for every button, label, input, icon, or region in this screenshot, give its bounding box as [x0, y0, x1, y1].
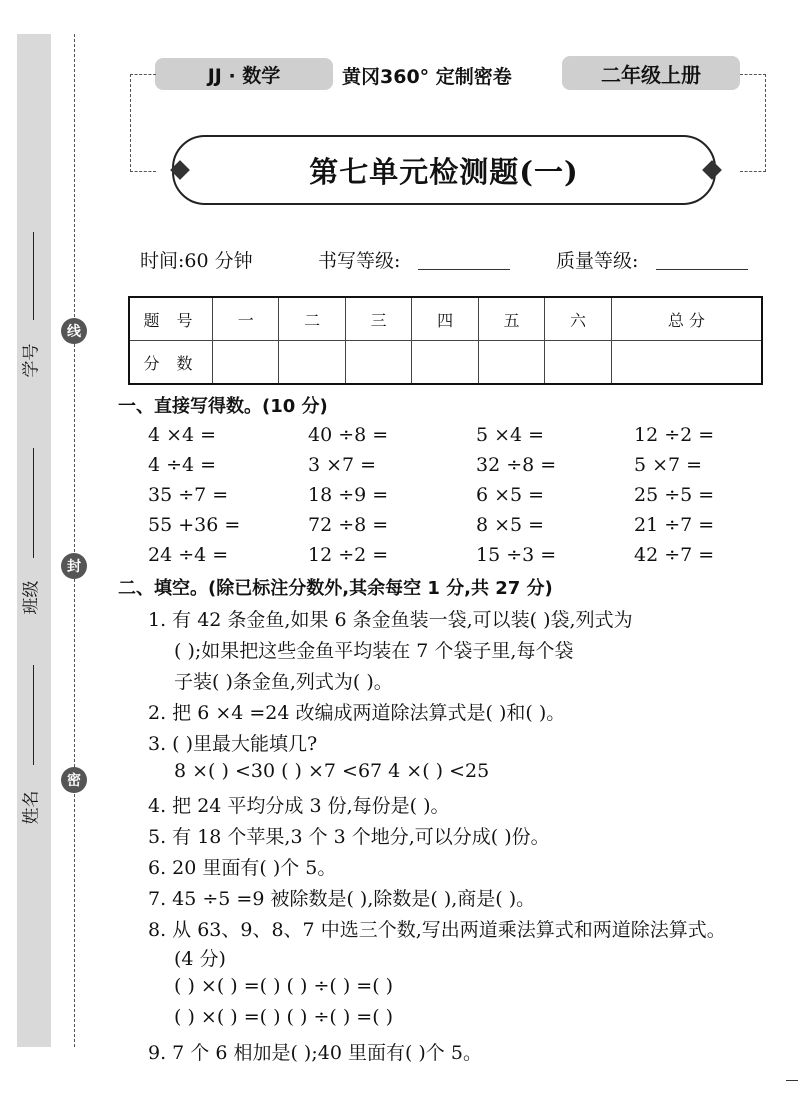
question-8: 8. 从 63、9、8、7 中选三个数,写出两道乘法算式和两道除法算式。 — [148, 919, 726, 941]
score-header: 五 — [478, 297, 544, 341]
cut-line — [74, 34, 75, 1047]
score-cell[interactable] — [345, 341, 411, 385]
section-2-heading: 二、填空。(除已标注分数外,其余每空 1 分,共 27 分) — [118, 578, 553, 599]
score-cell[interactable] — [213, 341, 279, 385]
seal-secret-mark: 密 — [61, 767, 87, 793]
question-9: 9. 7 个 6 相加是( );40 里面有( )个 5。 — [148, 1042, 482, 1064]
question-4: 4. 把 24 平均分成 3 份,每份是( )。 — [148, 795, 450, 817]
score-header: 三 — [345, 297, 411, 341]
question-2: 2. 把 6 ×4 =24 改编成两道除法算式是( )和( )。 — [148, 702, 566, 724]
grade-pill: 二年级上册 — [562, 56, 740, 90]
page-mark — [786, 1080, 798, 1081]
writing-grade-label: 书写等级: — [318, 250, 401, 272]
question-1-line-2: ( );如果把这些金鱼平均装在 7 个袋子里,每个袋 — [174, 640, 574, 662]
score-header-total: 总 分 — [611, 297, 762, 341]
calc-item: 4 ÷4 = — [148, 454, 217, 476]
right-connector — [740, 74, 766, 172]
class-line — [33, 448, 34, 558]
seal-line-mark: 线 — [61, 318, 87, 344]
score-cell[interactable] — [279, 341, 345, 385]
score-value-row — [129, 341, 762, 385]
calc-item: 12 ÷2 = — [634, 424, 715, 446]
score-cell-total[interactable] — [611, 341, 762, 385]
brand-text: 黄冈360° 定制密卷 — [342, 66, 512, 88]
calc-item: 3 ×7 = — [308, 454, 377, 476]
exam-time: 时间:60 分钟 — [140, 250, 253, 272]
page-title: 第七单元检测题(一) — [172, 135, 716, 205]
binding-strip — [17, 34, 51, 1047]
question-6: 6. 20 里面有( )个 5。 — [148, 857, 337, 879]
score-cell[interactable] — [545, 341, 611, 385]
score-header: 二 — [279, 297, 345, 341]
calc-item: 5 ×7 = — [634, 454, 703, 476]
calc-item: 25 ÷5 = — [634, 484, 715, 506]
calc-item: 15 ÷3 = — [476, 544, 557, 566]
calc-item: 32 ÷8 = — [476, 454, 557, 476]
calc-item: 72 ÷8 = — [308, 514, 389, 536]
question-1-line-3: 子装( )条金鱼,列式为( )。 — [174, 671, 393, 693]
student-id-line — [33, 232, 34, 320]
question-8-points: (4 分) — [174, 948, 226, 970]
name-label: 姓名 — [21, 790, 42, 825]
class-label: 班级 — [21, 580, 42, 615]
score-header: 一 — [213, 297, 279, 341]
calc-item: 42 ÷7 = — [634, 544, 715, 566]
section-1-heading: 一、直接写得数。(10 分) — [118, 396, 328, 417]
question-8-row-2: ( ) ×( ) =( ) ( ) ÷( ) =( ) — [174, 1006, 394, 1028]
calc-item: 4 ×4 = — [148, 424, 217, 446]
score-cell[interactable] — [412, 341, 478, 385]
calc-item: 24 ÷4 = — [148, 544, 229, 566]
seal-seal-mark: 封 — [61, 553, 87, 579]
calc-item: 5 ×4 = — [476, 424, 545, 446]
left-connector — [130, 74, 156, 172]
question-8-row-1: ( ) ×( ) =( ) ( ) ÷( ) =( ) — [174, 975, 394, 997]
score-table — [128, 296, 763, 385]
score-header: 六 — [545, 297, 611, 341]
writing-grade-field[interactable] — [418, 249, 510, 270]
question-3: 3. ( )里最大能填几? — [148, 733, 318, 755]
question-7: 7. 45 ÷5 =9 被除数是( ),除数是( ),商是( )。 — [148, 888, 536, 910]
calc-item: 18 ÷9 = — [308, 484, 389, 506]
question-1-line-1: 1. 有 42 条金鱼,如果 6 条金鱼装一袋,可以装( )袋,列式为 — [148, 609, 633, 631]
score-cell[interactable] — [478, 341, 544, 385]
question-number-label: 题 号 — [129, 297, 213, 341]
score-header: 四 — [412, 297, 478, 341]
calc-item: 35 ÷7 = — [148, 484, 229, 506]
calc-item: 21 ÷7 = — [634, 514, 715, 536]
calc-item: 6 ×5 = — [476, 484, 545, 506]
score-label: 分 数 — [129, 341, 213, 385]
question-5: 5. 有 18 个苹果,3 个 3 个地分,可以分成( )份。 — [148, 826, 550, 848]
calc-item: 55 +36 = — [148, 514, 241, 536]
question-3-items: 8 ×( ) <30 ( ) ×7 <67 4 ×( ) <25 — [174, 760, 490, 782]
calc-item: 8 ×5 = — [476, 514, 545, 536]
calc-item: 12 ÷2 = — [308, 544, 389, 566]
quality-grade-field[interactable] — [656, 249, 748, 270]
quality-grade-label: 质量等级: — [556, 250, 639, 272]
name-line — [33, 665, 34, 765]
student-id-label: 学号 — [21, 343, 42, 378]
subject-pill: JJ · 数学 — [155, 58, 333, 90]
score-header-row — [129, 297, 762, 341]
calc-item: 40 ÷8 = — [308, 424, 389, 446]
